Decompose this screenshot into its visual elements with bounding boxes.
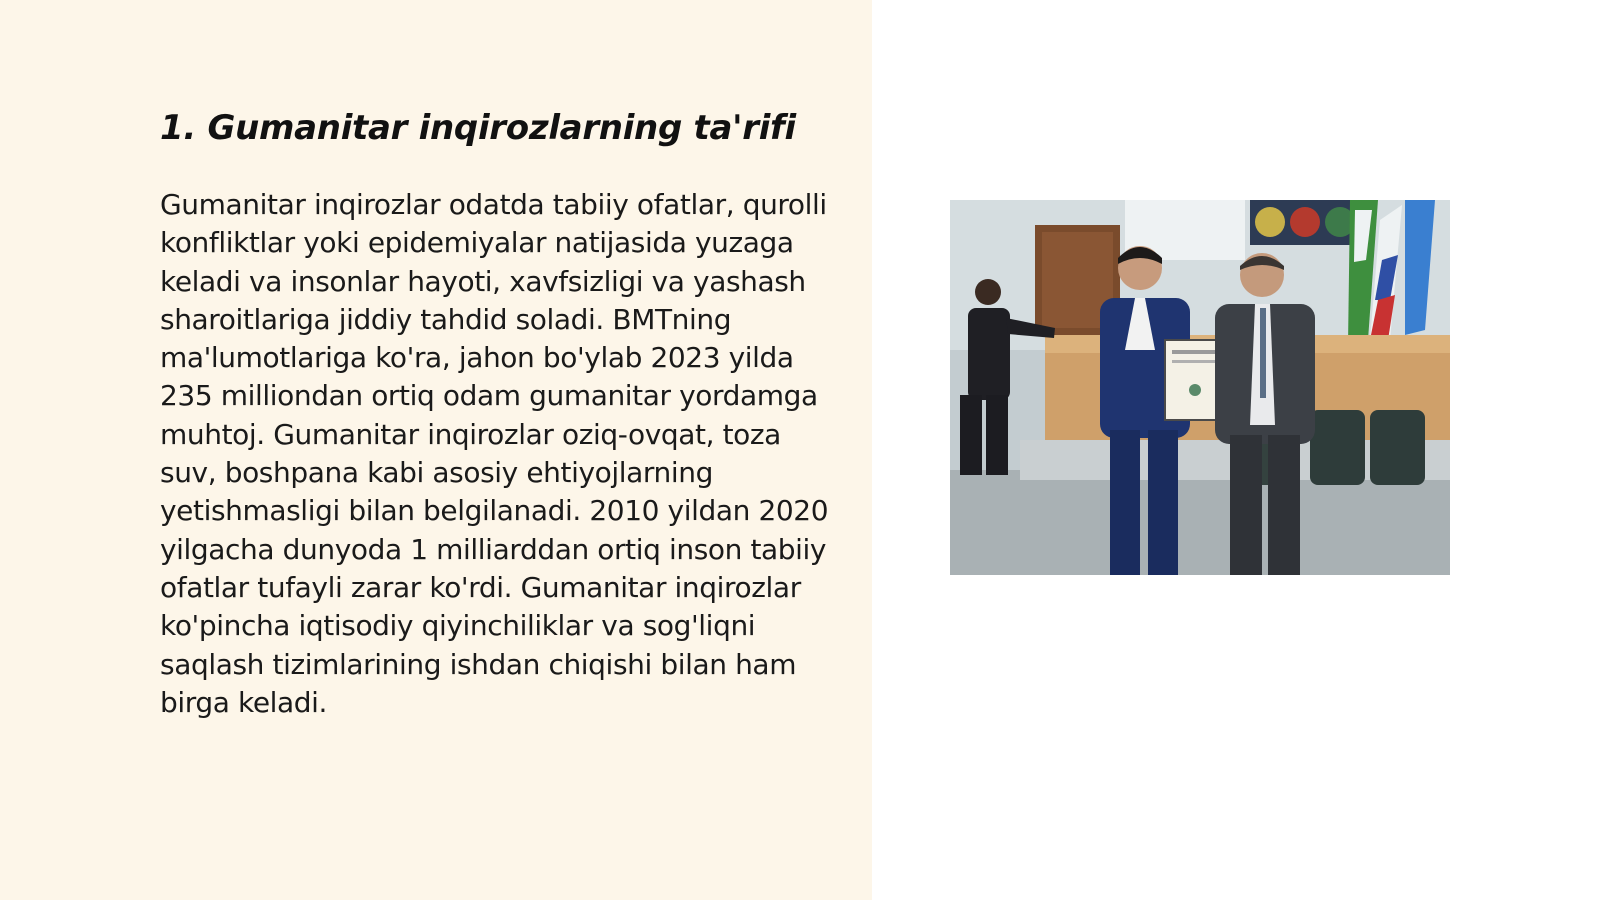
slide-heading: 1. Gumanitar inqirozlarning ta'rifi (160, 108, 796, 148)
ceremony-photo (950, 200, 1450, 575)
slide-body-text: Gumanitar inqirozlar odatda tabiiy ofatlar, qurolli konfliktlar yoki epidemiyalar natijasida yuzaga keladi va insonlar hayoti, xavfsizligi va yashash sharoitlariga jiddiy tahdid soladi. BMTning ma'lumotlariga ko'ra, jahon bo'ylab 2023 yilda 235 milliondan ortiq odam gumanitar yordamga muhtoj. Gumanitar inqirozlar oziq-ovqat, toza suv, boshpana kabi asosiy ehtiyojlarning yetishmasligi bilan belgilanadi. 2010 yildan 2020 yilgacha dunyoda 1 milliarddan ortiq inson tabiiy ofatlar tufayli zarar ko'rdi. Gumanitar inqirozlar ko'pincha iqtisodiy qiyinchiliklar va sog'liqni saqlash tizimlarining ishdan chiqishi bilan ham birga keladi. (160, 188, 829, 719)
